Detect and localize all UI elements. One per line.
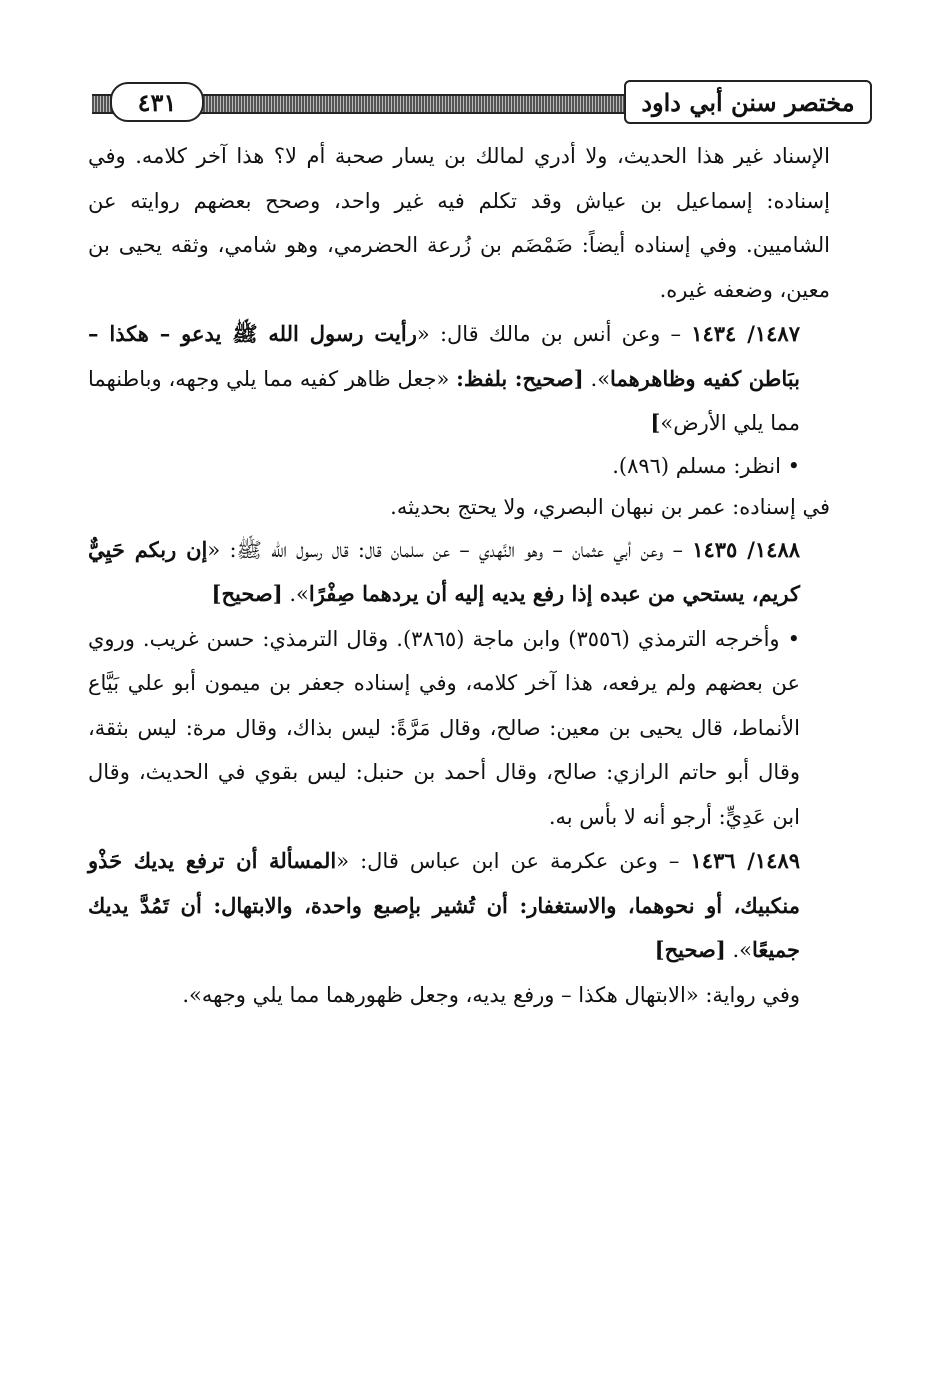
text-segment: ». (725, 938, 752, 962)
book-title: مختصر سنن أبي داود (624, 80, 872, 124)
grading-close: ] (650, 410, 661, 435)
text-segment: – وعن أنس بن مالك قال: « (416, 322, 692, 346)
text-segment: ». (583, 366, 611, 391)
hadith-number: ١٤٨٩/ ١٤٣٦ (690, 848, 801, 873)
hadith-matn: رأيت رسول الله ﷺ يدعو – هكذا – ببَاطن كفيه وظاهرهما (88, 321, 800, 391)
page-header (92, 80, 872, 126)
text-segment: الإسناد غير هذا الحديث، ولا أدري لمالك بن يسار صحبة أم لا؟ هذا آخر كلامه. وفي إسناده: إسماعيل بن عياش وقد تكلم فيه غير واحد، وصحح بعضهم روايته عن الشاميين. وفي إسناده أيضاً: ضَمْضَم بن زُرعة الحضرمي، وهو شامي، وثقه يحيى بن معين، وضعفه غيره. (88, 144, 830, 302)
text-segment: • انظر: مسلم (٨٩٦). (612, 453, 800, 478)
grading-label: [صحيح: بلفظ: (456, 365, 584, 391)
text-segment: في إسناده: عمر بن نبهان البصري، ولا يحتج بحديثه. (390, 494, 830, 519)
text-segment: – وعن عكرمة عن ابن عباس قال: « (336, 849, 691, 873)
reference-note (88, 446, 830, 487)
text-segment: وفي رواية: «الابتهال هكذا – ورفع يديه، وجعل ظهورهما مما يلي وجهه». (182, 982, 800, 1007)
riwaya-note (88, 973, 830, 1018)
text-segment: «جعل ظاهر كفيه مما يلي وجهه، وباطنهما مما يلي الأرض» (88, 366, 800, 435)
text-segment: ». (282, 582, 309, 606)
grading-label: [صحيح] (654, 937, 726, 962)
takhrij-note (88, 617, 830, 840)
isnad-note (88, 487, 830, 528)
grading-label: [صحيح] (211, 581, 283, 606)
hadith-1488 (88, 528, 830, 617)
page-number: ٤٣١ (110, 82, 204, 122)
paragraph-isnad-note (88, 134, 830, 312)
text-segment: – وعن أبي عثمان – وهو النَّهدي – عن سلمان قال: قال رسول الله ﷺ: « (207, 537, 693, 562)
hadith-1489 (88, 839, 830, 973)
hadith-matn: المسألة أن ترفع يديك حَذْو منكبيك، أو نحوهما، والاستغفار: أن تُشير بإصبع واحدة، والابتهال: أن تَمُدَّ يديك جميعًا (88, 848, 800, 962)
page-body (88, 134, 830, 1017)
hadith-number: ١٤٨٨/ ١٤٣٥ (692, 536, 801, 562)
hadith-matn: إن ربكم حَيِيٌّ كريم، يستحي من عبده إذا رفع يديه إليه أن يردهما صِفْرًا (88, 536, 800, 606)
hadith-1487 (88, 312, 830, 446)
hadith-number: ١٤٨٧/ ١٤٣٤ (691, 321, 800, 346)
text-segment: • وأخرجه الترمذي (٣٥٥٦) وابن ماجة (٣٨٦٥). وقال الترمذي: حسن غريب. وروي عن بعضهم ولم يرفعه، هذا آخر كلامه، وفي إسناده جعفر بن ميمون أبو علي بَيَّاع الأنماط، قال يحيى بن معين: صالح، وقال مَرَّةً: ليس بذاك، وقال مرة: ليس بثقة، وقال أبو حاتم الرازي: صالح، وقال أحمد بن حنبل: ليس بقوي في الحديث، وقال ابن عَدِيٍّ: أرجو أنه لا بأس به. (88, 626, 800, 829)
